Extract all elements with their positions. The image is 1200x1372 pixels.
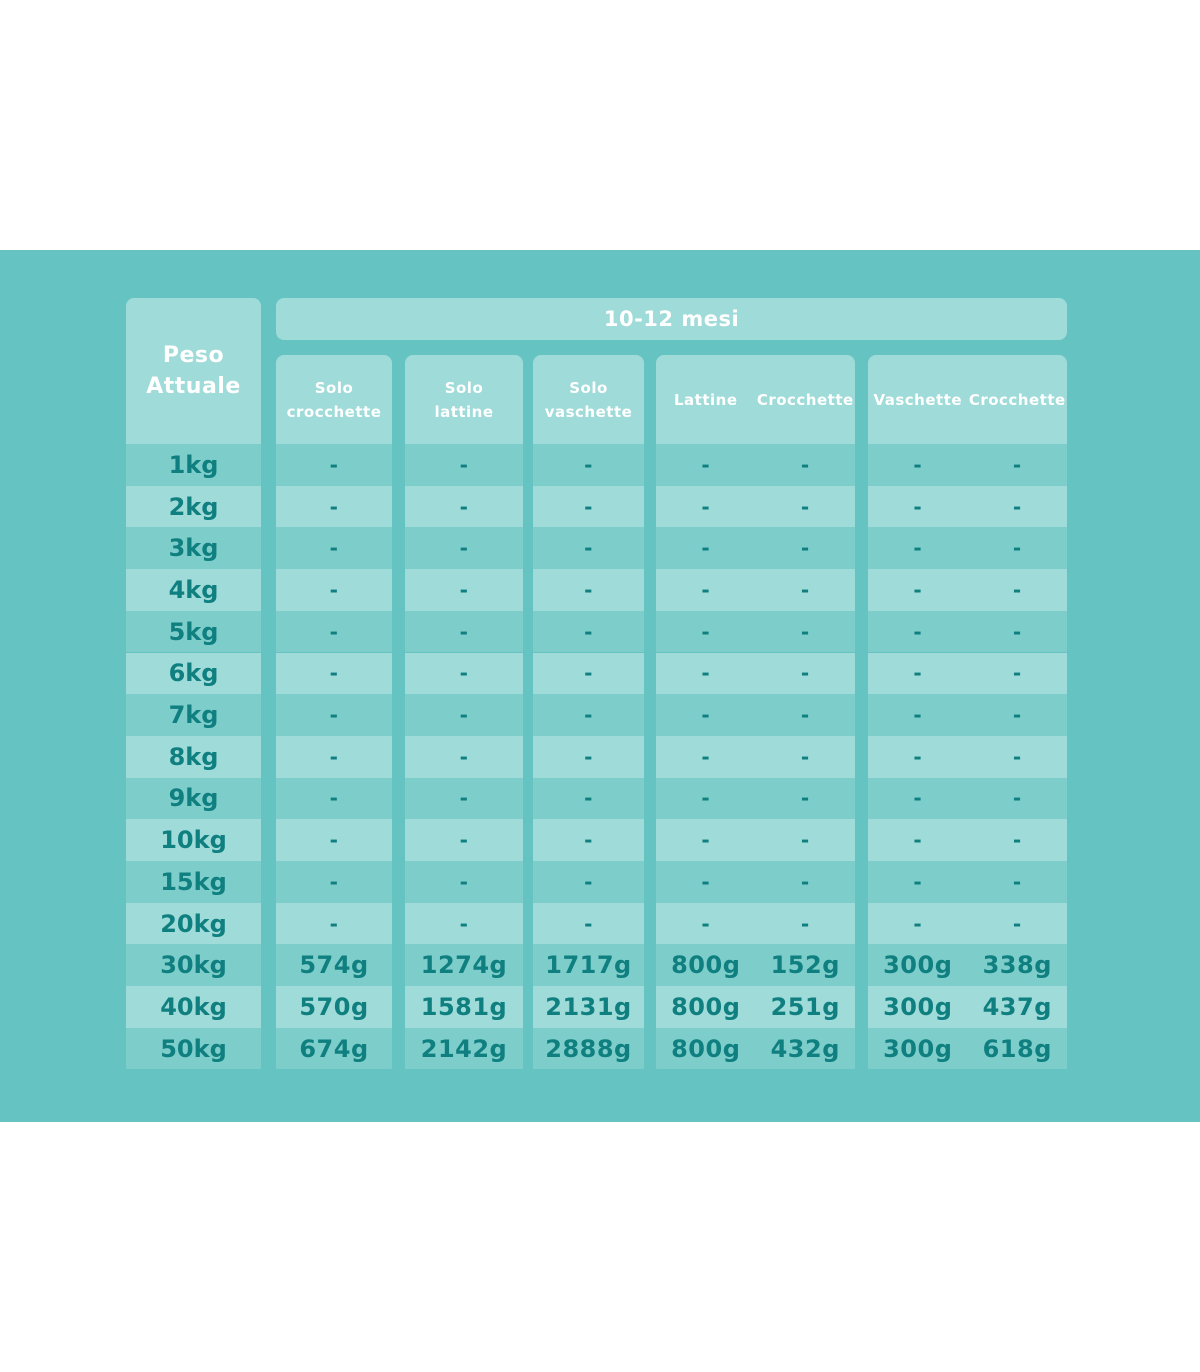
weight-cell: 2kg [168, 492, 219, 521]
value-cell: - [1012, 536, 1022, 561]
age-range-header: 10-12 mesi [276, 298, 1067, 340]
value-cell: - [584, 869, 593, 894]
table-row [126, 861, 261, 903]
value-cell: - [800, 494, 810, 519]
weight-cell: 8kg [168, 742, 219, 771]
value-cell: - [701, 536, 711, 561]
value-cell: - [584, 828, 593, 853]
value-cell: - [584, 536, 593, 561]
table-row [868, 1028, 1067, 1070]
table-row [276, 778, 392, 820]
value-cell: - [1012, 619, 1022, 644]
table-row [533, 694, 644, 736]
weight-header-line-1: Peso [162, 343, 225, 368]
table-row [126, 611, 261, 653]
value-cell: 800g [671, 951, 741, 980]
value-cell: - [584, 661, 593, 686]
table-row [276, 486, 392, 528]
table-row [533, 861, 644, 903]
value-cell: - [800, 619, 810, 644]
value-cell: - [1012, 869, 1022, 894]
table-row [276, 694, 392, 736]
weight-cell: 15kg [160, 867, 227, 896]
value-cell: - [1012, 744, 1022, 769]
value-cell: - [459, 494, 469, 519]
value-cell: - [584, 911, 593, 936]
value-cell: - [913, 828, 923, 853]
table-row [868, 944, 1067, 986]
weight-cell: 50kg [160, 1034, 227, 1063]
value-cell: - [329, 452, 339, 477]
value-cell: 570g [299, 992, 369, 1021]
value-cell: 300g [883, 951, 953, 980]
table-row [405, 653, 523, 695]
weight-cell: 10kg [160, 826, 227, 855]
table-row [868, 986, 1067, 1028]
value-cell: 1581g [420, 992, 508, 1021]
value-cell: - [913, 536, 923, 561]
value-cell: 432g [770, 1034, 840, 1063]
table-row [533, 944, 644, 986]
table-row [656, 444, 855, 486]
value-cell: - [329, 828, 339, 853]
value-cell: - [329, 536, 339, 561]
table-row [868, 611, 1067, 653]
value-cell: - [701, 786, 711, 811]
value-cell: - [459, 869, 469, 894]
value-cell: 338g [982, 951, 1052, 980]
column-header-line: vaschette [544, 402, 633, 421]
column-header [276, 355, 392, 444]
table-row [126, 944, 261, 986]
value-cell: - [701, 911, 711, 936]
value-cell: - [913, 661, 923, 686]
value-cell: - [459, 703, 469, 728]
column-header [968, 355, 1068, 444]
column-header-line: Lattine [673, 390, 738, 409]
column-header-line: crocchette [286, 402, 382, 421]
weight-column-header [126, 298, 261, 444]
value-cell: - [329, 744, 339, 769]
value-cell: - [800, 911, 810, 936]
value-cell: - [701, 828, 711, 853]
table-row [276, 527, 392, 569]
value-cell: - [329, 869, 339, 894]
value-cell: - [800, 786, 810, 811]
table-row [868, 527, 1067, 569]
column-header [868, 355, 968, 444]
table-row [276, 986, 392, 1028]
value-cell: - [800, 452, 810, 477]
table-row [276, 903, 392, 945]
table-row [868, 486, 1067, 528]
value-cell: - [459, 577, 469, 602]
food-group-1 [276, 355, 392, 1075]
value-cell: - [701, 452, 711, 477]
value-cell: - [584, 577, 593, 602]
table-row [126, 486, 261, 528]
value-cell: 574g [299, 951, 369, 980]
value-cell: - [1012, 911, 1022, 936]
table-row [276, 944, 392, 986]
table-row [126, 527, 261, 569]
column-header [533, 355, 644, 444]
table-row [868, 903, 1067, 945]
table-row [276, 653, 392, 695]
food-group-2 [405, 355, 523, 1075]
table-row [126, 736, 261, 778]
column-header-line: Solo [569, 378, 608, 397]
column-header-line: Vaschette [873, 390, 963, 409]
value-cell: - [701, 703, 711, 728]
table-row [533, 1028, 644, 1070]
table-row [126, 986, 261, 1028]
table-row [533, 653, 644, 695]
table-row [405, 611, 523, 653]
weight-cell: 1kg [168, 450, 219, 479]
value-cell: - [584, 494, 593, 519]
weight-cell: 6kg [168, 659, 219, 688]
table-row [126, 1028, 261, 1070]
weight-cell: 3kg [168, 534, 219, 563]
value-cell: - [329, 494, 339, 519]
value-cell: 800g [671, 992, 741, 1021]
table-row [656, 778, 855, 820]
table-row [868, 694, 1067, 736]
table-row [276, 444, 392, 486]
weight-cell: 5kg [168, 617, 219, 646]
table-row [405, 444, 523, 486]
table-row [868, 861, 1067, 903]
value-cell: - [701, 577, 711, 602]
food-group-header [276, 355, 392, 444]
table-row [276, 611, 392, 653]
value-cell: - [701, 619, 711, 644]
food-group-3 [533, 355, 644, 1075]
table-row [276, 861, 392, 903]
table-row [868, 653, 1067, 695]
table-row [533, 527, 644, 569]
food-group-4 [656, 355, 855, 1075]
value-cell: - [800, 744, 810, 769]
table-row [276, 819, 392, 861]
value-cell: - [701, 494, 711, 519]
value-cell: 300g [883, 1034, 953, 1063]
value-cell: - [584, 786, 593, 811]
value-cell: - [913, 619, 923, 644]
value-cell: - [459, 911, 469, 936]
column-header-line: Crocchette [756, 390, 854, 409]
value-cell: 2142g [420, 1034, 508, 1063]
table-row [656, 486, 855, 528]
table-row [533, 486, 644, 528]
table-row [126, 778, 261, 820]
value-cell: - [459, 828, 469, 853]
value-cell: - [701, 869, 711, 894]
value-cell: - [329, 703, 339, 728]
value-cell: - [913, 703, 923, 728]
table-row [868, 444, 1067, 486]
weight-cell: 40kg [160, 992, 227, 1021]
table-row [405, 694, 523, 736]
value-cell: - [329, 911, 339, 936]
table-row [126, 819, 261, 861]
table-row [656, 986, 855, 1028]
weight-cell: 7kg [168, 701, 219, 730]
table-row [276, 1028, 392, 1070]
value-cell: - [584, 744, 593, 769]
table-row [656, 694, 855, 736]
food-group-header [656, 355, 855, 444]
weight-header-line-2: Attuale [146, 374, 241, 399]
table-row [656, 944, 855, 986]
table-row [656, 569, 855, 611]
value-cell: - [701, 661, 711, 686]
table-row [126, 903, 261, 945]
value-cell: - [913, 911, 923, 936]
value-cell: - [584, 703, 593, 728]
table-row [405, 861, 523, 903]
value-cell: 251g [770, 992, 840, 1021]
column-header-line: lattine [434, 402, 494, 421]
value-cell: - [459, 661, 469, 686]
table-row [533, 903, 644, 945]
table-row [656, 611, 855, 653]
value-cell: 437g [982, 992, 1052, 1021]
table-row [405, 527, 523, 569]
table-row [656, 903, 855, 945]
value-cell: - [913, 452, 923, 477]
value-cell: - [913, 577, 923, 602]
table-row [656, 861, 855, 903]
value-cell: - [1012, 577, 1022, 602]
value-cell: - [800, 828, 810, 853]
table-row [868, 778, 1067, 820]
value-cell: 1274g [420, 951, 508, 980]
table-row [533, 986, 644, 1028]
value-cell: - [329, 619, 339, 644]
value-cell: - [459, 786, 469, 811]
weight-column [126, 298, 261, 1075]
table-row [533, 611, 644, 653]
table-row [533, 819, 644, 861]
value-cell: - [459, 744, 469, 769]
table-row [126, 653, 261, 695]
table-row [533, 444, 644, 486]
food-group-header [533, 355, 644, 444]
value-cell: - [329, 786, 339, 811]
table-row [405, 486, 523, 528]
table-row [405, 819, 523, 861]
table-row [405, 1028, 523, 1070]
value-cell: 800g [671, 1034, 741, 1063]
table-row [276, 736, 392, 778]
column-header-line: Solo [314, 378, 354, 397]
table-row [126, 444, 261, 486]
value-cell: - [459, 536, 469, 561]
value-cell: 1717g [545, 951, 632, 980]
table-row [533, 569, 644, 611]
table-row [405, 736, 523, 778]
value-cell: - [913, 869, 923, 894]
value-cell: - [459, 619, 469, 644]
value-cell: - [913, 494, 923, 519]
value-cell: - [800, 536, 810, 561]
value-cell: 674g [299, 1034, 369, 1063]
column-header [656, 355, 756, 444]
table-row [276, 569, 392, 611]
value-cell: - [1012, 494, 1022, 519]
value-cell: 618g [982, 1034, 1052, 1063]
table-row [126, 569, 261, 611]
food-group-header [405, 355, 523, 444]
table-row [868, 569, 1067, 611]
weight-cell: 20kg [160, 909, 227, 938]
table-row [405, 778, 523, 820]
column-header-line: Solo [444, 378, 484, 397]
value-cell: - [329, 661, 339, 686]
value-cell: 2888g [545, 1034, 632, 1063]
column-header [756, 355, 856, 444]
table-row [656, 1028, 855, 1070]
table-row [533, 736, 644, 778]
value-cell: - [800, 577, 810, 602]
table-row [405, 569, 523, 611]
value-cell: - [1012, 786, 1022, 811]
value-cell: - [1012, 703, 1022, 728]
value-cell: 152g [770, 951, 840, 980]
table-row [405, 944, 523, 986]
value-cell: - [584, 619, 593, 644]
table-row [656, 736, 855, 778]
food-group-header [868, 355, 1067, 444]
table-row [868, 819, 1067, 861]
value-cell: - [1012, 661, 1022, 686]
value-cell: 300g [883, 992, 953, 1021]
value-cell: - [1012, 452, 1022, 477]
food-group-5 [868, 355, 1067, 1075]
weight-cell: 9kg [168, 784, 219, 813]
value-cell: - [800, 869, 810, 894]
table-row [405, 986, 523, 1028]
column-header-line: Crocchette [968, 390, 1066, 409]
table-row [533, 778, 644, 820]
value-cell: - [913, 786, 923, 811]
value-cell: - [800, 661, 810, 686]
value-cell: 2131g [545, 992, 632, 1021]
weight-cell: 30kg [160, 951, 227, 980]
table-row [656, 819, 855, 861]
value-cell: - [1012, 828, 1022, 853]
column-header [405, 355, 523, 444]
value-cell: - [329, 577, 339, 602]
table-row [868, 736, 1067, 778]
value-cell: - [913, 744, 923, 769]
table-row [405, 903, 523, 945]
table-row [656, 527, 855, 569]
value-cell: - [800, 703, 810, 728]
value-cell: - [459, 452, 469, 477]
table-row [126, 694, 261, 736]
table-row [656, 653, 855, 695]
weight-cell: 4kg [168, 575, 219, 604]
value-cell: - [584, 452, 593, 477]
value-cell: - [701, 744, 711, 769]
